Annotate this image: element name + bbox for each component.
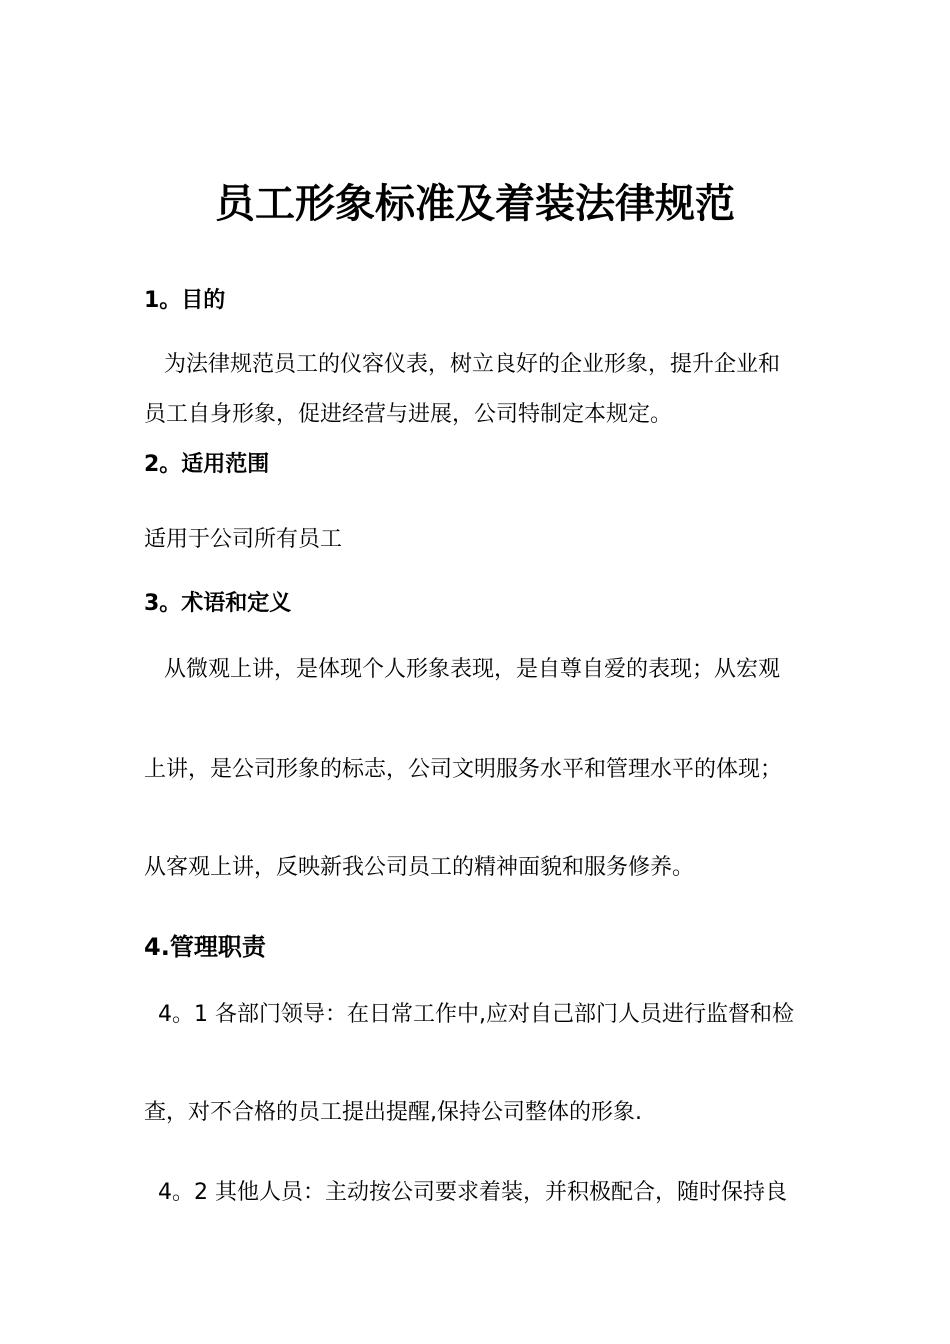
section-heading-definitions: 3。术语和定义: [144, 591, 292, 616]
section-heading-purpose: 1。目的: [144, 288, 226, 313]
paragraph-line: 员工自身形象，促进经营与进展，公司特制定本规定。: [144, 402, 673, 427]
section-heading-responsibilities: 4.管理职责: [144, 933, 266, 961]
section-heading-scope: 2。适用范围: [144, 452, 270, 477]
paragraph-line: 查，对不合格的员工提出提醒,保持公司整体的形象.: [144, 1100, 642, 1125]
paragraph-line: 从微观上讲，是体现个人形象表现，是自尊自爱的表现；从宏观: [164, 657, 781, 682]
paragraph-line: 为法律规范员工的仪容仪表，树立良好的企业形象，提升企业和: [164, 352, 781, 377]
paragraph-line: 上讲，是公司形象的标志，公司文明服务水平和管理水平的体现；: [144, 757, 783, 782]
paragraph-line: 从客观上讲，反映新我公司员工的精神面貌和服务修养。: [144, 855, 695, 880]
document-title: 员工形象标准及着装法律规范: [215, 180, 735, 227]
paragraph-line: 适用于公司所有员工: [144, 527, 343, 552]
paragraph-line: 4。2 其他人员：主动按公司要求着装，并积极配合，随时保持良: [158, 1180, 787, 1205]
paragraph-line: 4。1 各部门领导：在日常工作中,应对自己部门人员进行监督和检: [158, 1002, 794, 1027]
